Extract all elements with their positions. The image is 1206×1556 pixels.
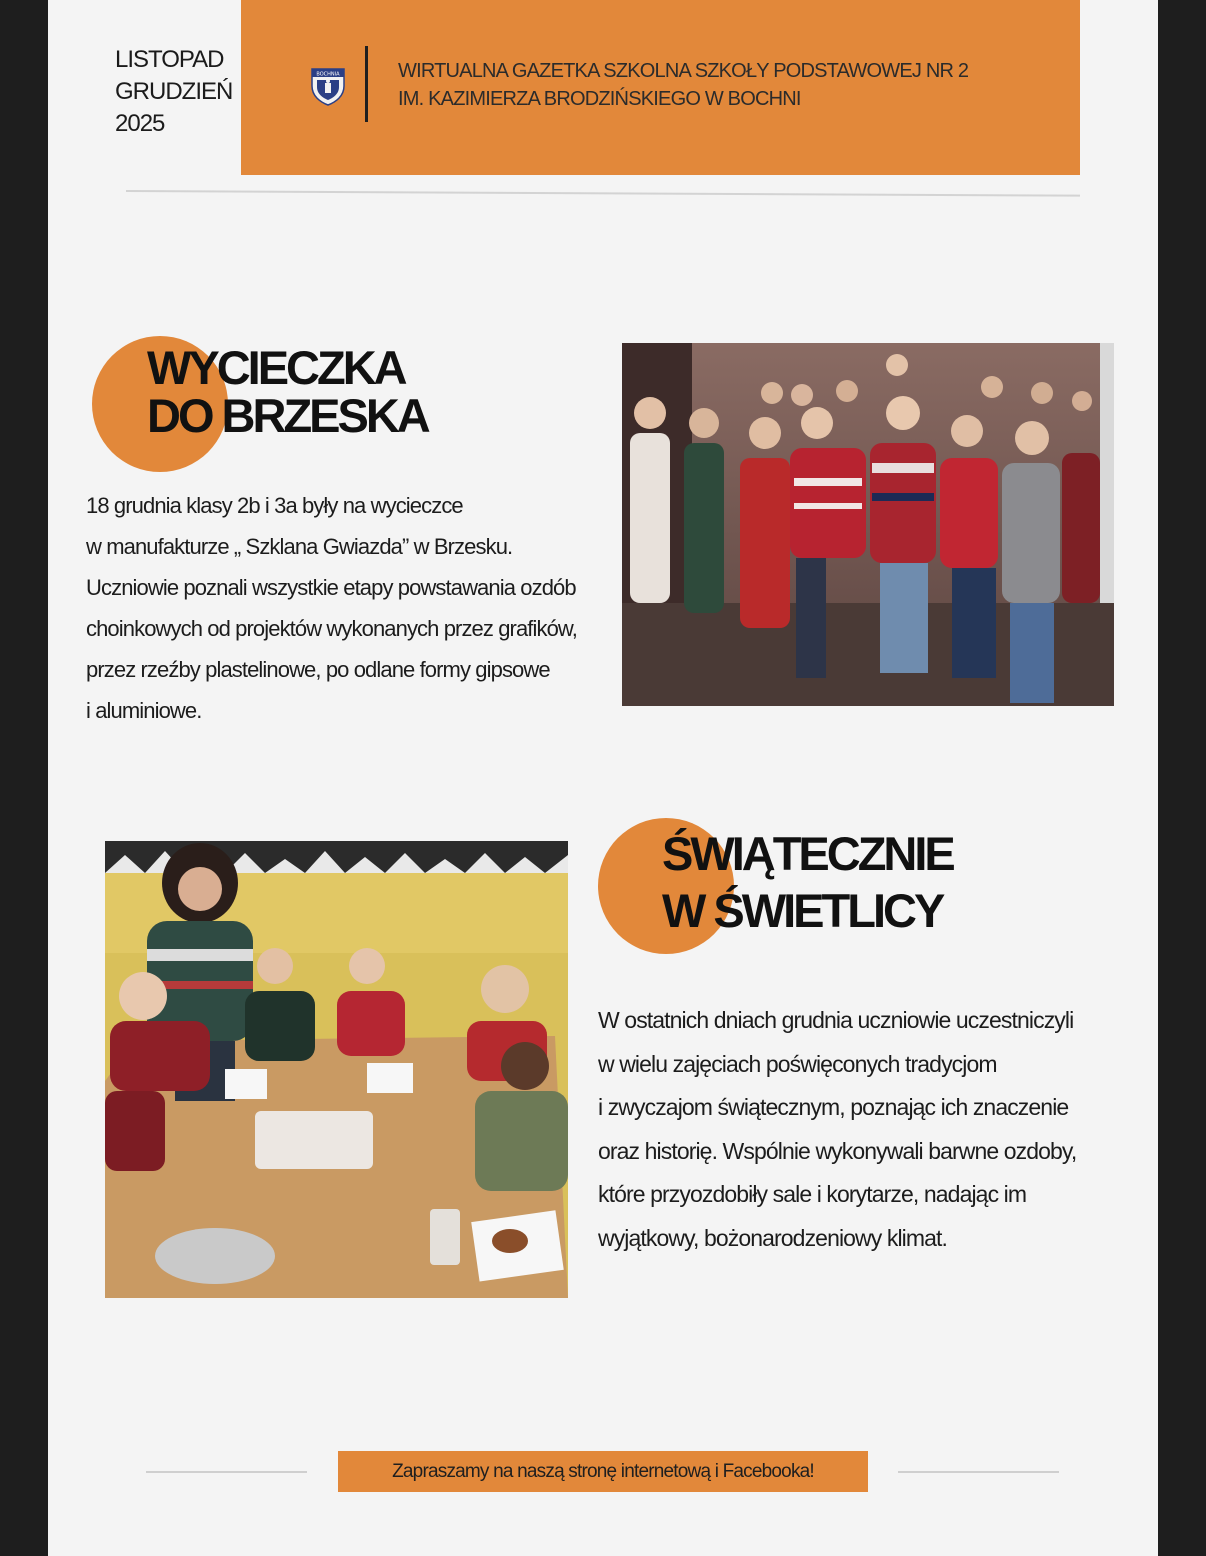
article2-line: wyjątkowy, bożonarodzeniowy klimat. xyxy=(598,1224,948,1251)
article2-line: W ostatnich dniach grudnia uczniowie uczestniczyli xyxy=(598,1007,1074,1033)
article2-line: oraz historię. Wspólnie wykonywali barwne ozdoby, xyxy=(598,1137,1077,1164)
header-banner xyxy=(241,0,1080,175)
common-room-photo xyxy=(105,841,568,1298)
newsletter-title-line-1: WIRTUALNA GAZETKA SZKOLNA SZKOŁY PODSTAWOWEJ NR 2 xyxy=(398,60,969,82)
article1-title xyxy=(147,341,428,442)
crest-text: BOCHNIA xyxy=(316,71,340,78)
article2-title-line-1: ŚWIĄTECZNIE xyxy=(662,827,953,880)
article2-body xyxy=(598,999,1076,1260)
article2-line: i zwyczajom świątecznym, poznając ich znaczenie xyxy=(598,1094,1069,1120)
header-divider xyxy=(126,190,1080,197)
article2-line: w wielu zajęciach poświęconych tradycjom xyxy=(598,1050,997,1077)
article1-line: przez rzeźby plastelinowe, po odlane formy gipsowe xyxy=(86,657,550,682)
newsletter-title xyxy=(398,57,968,113)
article1-line: i aluminiowe. xyxy=(86,698,202,723)
newsletter-title-line-2: IM. KAZIMIERZA BRODZIŃSKIEGO W BOCHNI xyxy=(398,88,801,110)
article1-line: Uczniowie poznali wszystkie etapy powstawania ozdób xyxy=(86,575,576,600)
article1-line: 18 grudnia klasy 2b i 3a były na wycieczce xyxy=(86,493,463,518)
footer-divider-left xyxy=(146,1471,307,1473)
article1-title-line-1: WYCIECZKA xyxy=(147,341,405,394)
school-crest-icon xyxy=(309,66,347,106)
issue-month-1: LISTOPAD xyxy=(115,46,224,73)
issue-date xyxy=(115,44,232,140)
newsletter-page xyxy=(48,0,1158,1556)
article1-line: choinkowych od projektów wykonanych przez grafików, xyxy=(86,616,577,641)
article1-line: w manufakturze „ Szklana Gwiazda” w Brzesku. xyxy=(86,534,513,559)
issue-year: 2025 xyxy=(115,110,165,137)
article2-title xyxy=(662,825,953,939)
article2-title-line-2: W ŚWIETLICY xyxy=(662,884,943,937)
article1-title-line-2: DO BRZESKA xyxy=(147,389,428,442)
banner-divider xyxy=(365,46,368,122)
article1-body xyxy=(86,485,577,731)
article2-line: które przyozdobiły sale i korytarze, nadając im xyxy=(598,1181,1027,1207)
website-facebook-link[interactable]: Zapraszamy na naszą stronę internetową i Facebooka! xyxy=(338,1451,868,1492)
footer-divider-right xyxy=(898,1471,1059,1473)
class-trip-photo xyxy=(622,343,1114,706)
issue-month-2: GRUDZIEŃ xyxy=(115,78,233,105)
